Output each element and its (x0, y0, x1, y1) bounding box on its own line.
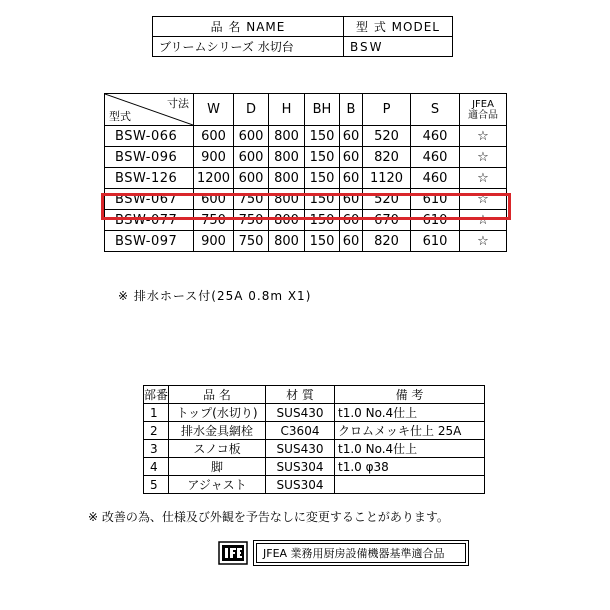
d-cell: 600 (234, 168, 269, 189)
col-header-w: W (194, 94, 234, 126)
model-header: 型 式 MODEL (344, 17, 453, 37)
parts-table (143, 385, 485, 494)
part-number: 4 (144, 458, 169, 476)
p-cell: 820 (363, 147, 411, 168)
jfea-star-icon: ☆ (460, 147, 507, 168)
parts-row (144, 404, 485, 422)
parts-row (144, 458, 485, 476)
h-cell: 800 (269, 168, 305, 189)
part-remark: t1.0 φ38 (335, 458, 485, 476)
product-name-table (152, 16, 453, 57)
w-cell: 900 (194, 231, 234, 252)
col-header-jfea (460, 94, 507, 126)
bh-cell: 150 (305, 210, 340, 231)
bh-cell: 150 (305, 168, 340, 189)
part-name: 脚 (169, 458, 266, 476)
model-cell: BSW-096 (105, 147, 194, 168)
model-cell: BSW-126 (105, 168, 194, 189)
jfea-star-icon: ☆ (460, 189, 507, 210)
p-cell: 670 (363, 210, 411, 231)
parts-row (144, 422, 485, 440)
w-cell: 1200 (194, 168, 234, 189)
b-cell: 60 (340, 147, 363, 168)
w-cell: 900 (194, 147, 234, 168)
parts-header-name: 品 名 (169, 386, 266, 404)
d-cell: 750 (234, 210, 269, 231)
parts-header-remark: 備 考 (335, 386, 485, 404)
part-name: 排水金具網栓 (169, 422, 266, 440)
parts-header-row (144, 386, 485, 404)
jfea-header-line2: 適合品 (468, 109, 498, 121)
part-material: SUS430 (266, 440, 335, 458)
h-cell: 800 (269, 147, 305, 168)
jfea-logo-icon (218, 541, 248, 565)
model-cell: BSW-066 (105, 126, 194, 147)
w-cell: 600 (194, 189, 234, 210)
model-cell: BSW-097 (105, 231, 194, 252)
spec-row-highlighted (105, 189, 507, 210)
parts-header-material: 材 質 (266, 386, 335, 404)
part-material: C3604 (266, 422, 335, 440)
part-material: SUS430 (266, 404, 335, 422)
bh-cell: 150 (305, 231, 340, 252)
p-cell: 520 (363, 126, 411, 147)
bh-cell: 150 (305, 147, 340, 168)
spec-row (105, 126, 507, 147)
part-material: SUS304 (266, 458, 335, 476)
bh-cell: 150 (305, 189, 340, 210)
b-cell: 60 (340, 126, 363, 147)
spec-row (105, 168, 507, 189)
parts-row (144, 440, 485, 458)
parts-row (144, 476, 485, 494)
h-cell: 800 (269, 210, 305, 231)
d-cell: 750 (234, 231, 269, 252)
h-cell: 800 (269, 189, 305, 210)
s-cell: 610 (411, 231, 460, 252)
bh-cell: 150 (305, 126, 340, 147)
spec-row (105, 147, 507, 168)
improvement-note: ※ 改善の為、仕様及び外観を予告なしに変更することがあります。 (88, 510, 449, 524)
b-cell: 60 (340, 210, 363, 231)
part-remark (335, 476, 485, 494)
p-cell: 520 (363, 189, 411, 210)
h-cell: 800 (269, 126, 305, 147)
col-header-d: D (234, 94, 269, 126)
s-cell: 460 (411, 126, 460, 147)
s-cell: 460 (411, 147, 460, 168)
part-number: 1 (144, 404, 169, 422)
jfea-certification-label: JFEA 業務用厨房設備機器基準適合品 (256, 543, 466, 563)
part-remark: t1.0 No.4仕上 (335, 440, 485, 458)
jfea-header-line1: JFEA (472, 98, 494, 110)
b-cell: 60 (340, 168, 363, 189)
jfea-star-icon: ☆ (460, 231, 507, 252)
part-number: 5 (144, 476, 169, 494)
d-cell: 750 (234, 189, 269, 210)
spec-table (104, 93, 507, 252)
part-remark: t1.0 No.4仕上 (335, 404, 485, 422)
drain-hose-note: ※ 排水ホース付(25A 0.8m X1) (118, 289, 312, 303)
b-cell: 60 (340, 189, 363, 210)
p-cell: 1120 (363, 168, 411, 189)
col-header-b: B (340, 94, 363, 126)
jfea-star-icon: ☆ (460, 210, 507, 231)
model-cell: BSW-067 (105, 189, 194, 210)
corner-dimension-label: 寸法 (167, 97, 189, 110)
name-header: 品 名 NAME (153, 17, 344, 37)
spec-row (105, 210, 507, 231)
part-name: アジャスト (169, 476, 266, 494)
d-cell: 600 (234, 126, 269, 147)
p-cell: 820 (363, 231, 411, 252)
part-number: 2 (144, 422, 169, 440)
part-name: トップ(水切り) (169, 404, 266, 422)
parts-header-num: 部番 (144, 386, 169, 404)
col-header-s: S (411, 94, 460, 126)
model-cell: BSW-077 (105, 210, 194, 231)
w-cell: 600 (194, 126, 234, 147)
d-cell: 600 (234, 147, 269, 168)
jfea-star-icon: ☆ (460, 126, 507, 147)
part-material: SUS304 (266, 476, 335, 494)
h-cell: 800 (269, 231, 305, 252)
s-cell: 460 (411, 168, 460, 189)
col-header-p: P (363, 94, 411, 126)
spec-row (105, 231, 507, 252)
b-cell: 60 (340, 231, 363, 252)
spec-corner-cell (105, 94, 194, 126)
part-name: スノコ板 (169, 440, 266, 458)
s-cell: 610 (411, 189, 460, 210)
part-number: 3 (144, 440, 169, 458)
name-value: ブリームシリーズ 水切台 (153, 37, 344, 57)
part-remark: クロムメッキ仕上 25A (335, 422, 485, 440)
col-header-bh: BH (305, 94, 340, 126)
col-header-h: H (269, 94, 305, 126)
w-cell: 750 (194, 210, 234, 231)
jfea-star-icon: ☆ (460, 168, 507, 189)
s-cell: 610 (411, 210, 460, 231)
spec-header-row (105, 94, 507, 126)
corner-model-label: 型式 (109, 110, 131, 123)
model-value: BSW (344, 37, 453, 57)
